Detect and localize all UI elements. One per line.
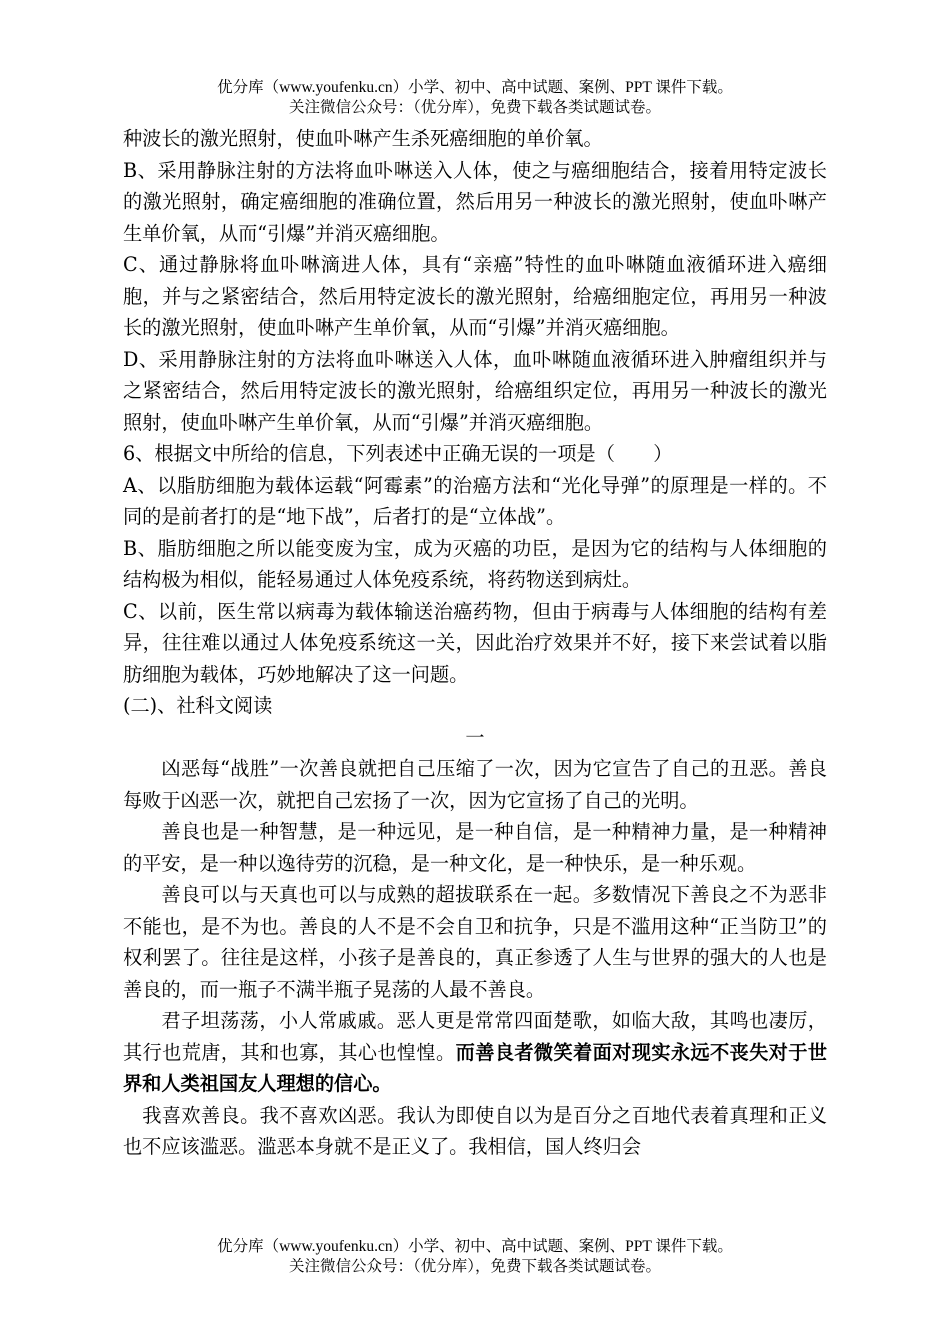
part-number: 一 [465, 725, 485, 749]
q6-option-c: C、以前，医生常以病毒为载体输送治癌药物，但由于病毒与人体细胞的结构有差异，往往难以通过人体免疫系统这一关，因此治疗效果并不好，接下来尝试着以脂肪细胞为载体，巧妙地解决了这一问题。 [123, 599, 827, 686]
q5-option-d: D、采用静脉注射的方法将血卟啉送入人体，血卟啉随血液循环进入肿瘤组织并与之紧密结合，然后用特定波长的激光照射，给癌组织定位，再用另一种波长的激光照射，使血卟啉产生单价氧，从而“引爆”并消灭癌细胞。 [123, 347, 827, 434]
q6-option-b: B、脂肪细胞之所以能变废为宝，成为灭癌的功臣，是因为它的结构与人体细胞的结构极为相似，能轻易通过人体免疫系统，将药物送到病灶。 [123, 536, 827, 591]
essay-paragraph-4 [123, 1005, 827, 1100]
q6-stem: 6、根据文中所给的信息，下列表述中正确无误的一项是（ ） [123, 442, 673, 465]
document-body [123, 123, 827, 1163]
q6-option-a: A、以脂肪细胞为载体运载“阿霉素”的治癌方法和“光化导弹”的原理是一样的。不同的是前者打的是“地下战”，后者打的是“立体战”。 [123, 473, 827, 528]
page-footer [0, 1237, 950, 1277]
q5-option-b: B、采用静脉注射的方法将血卟啉送入人体，使之与癌细胞结合，接着用特定波长的激光照射，确定癌细胞的准确位置，然后用另一种波长的激光照射，使血卟啉产生单价氧，从而“引爆”并消灭癌细胞。 [123, 158, 827, 245]
header-line-1: 优分库（www.youfenku.cn）小学、初中、高中试题、案例、PPT 课件下载。 [217, 79, 733, 96]
essay-paragraph-3: 善良可以与天真也可以与成熟的超拔联系在一起。多数情况下善良之不为恶非不能也，是不为也。善良的人不是不会自卫和抗争，只是不滥用这种“正当防卫”的权利罢了。往往是这样，小孩子是善良的，真正参透了人生与世界的强大的人也是善良的，而一瓶子不满半瓶子晃荡的人最不善良。 [123, 883, 827, 1001]
paragraph-4-bold-text: 而善良者微笑着面对现实永远不丧失对于世界和人类祖国友人理想的信心。 [123, 1040, 828, 1095]
essay-paragraph-5: 我喜欢善良。我不喜欢凶恶。我认为即使自以为是百分之百地代表着真理和正义也不应该滥恶。滥恶本身就不是正义了。我相信，国人终归会 [123, 1103, 827, 1158]
section-title: (二)、社科文阅读 [123, 694, 273, 717]
q5-option-c: C、通过静脉将血卟啉滴进人体，具有“亲癌”特性的血卟啉随血液循环进入癌细胞，并与之紧密结合，然后用特定波长的激光照射，给癌细胞定位，再用另一种波长的激光照射，使血卟啉产生单价氧，从而“引爆”并消灭癌细胞。 [123, 253, 827, 339]
page-header [0, 78, 950, 118]
footer-line-2: 关注微信公众号：（优分库），免费下载各类试题试卷。 [288, 1258, 661, 1275]
essay-paragraph-2: 善良也是一种智慧，是一种远见，是一种自信，是一种精神力量，是一种精神的平安，是一种以逸待劳的沉稳，是一种文化，是一种快乐，是一种乐观。 [123, 820, 827, 875]
header-line-2: 关注微信公众号：（优分库），免费下载各类试题试卷。 [288, 99, 661, 116]
paragraph-4-text: 君子坦荡荡，小人常戚戚。恶人更是常常四面楚歌，如临大敌，其鸣也凄厉，其行也荒唐，其和也寡，其心也惶惶。 [123, 1009, 827, 1064]
continued-paragraph: 种波长的激光照射，使血卟啉产生杀死癌细胞的单价氧。 [123, 127, 603, 150]
essay-paragraph-1: 凶恶每“战胜”一次善良就把自己压缩了一次，因为它宣告了自己的丑恶。善良每败于凶恶一次，就把自己宏扬了一次，因为它宣扬了自己的光明。 [123, 757, 827, 812]
footer-line-1: 优分库（www.youfenku.cn）小学、初中、高中试题、案例、PPT 课件下载。 [217, 1238, 733, 1255]
